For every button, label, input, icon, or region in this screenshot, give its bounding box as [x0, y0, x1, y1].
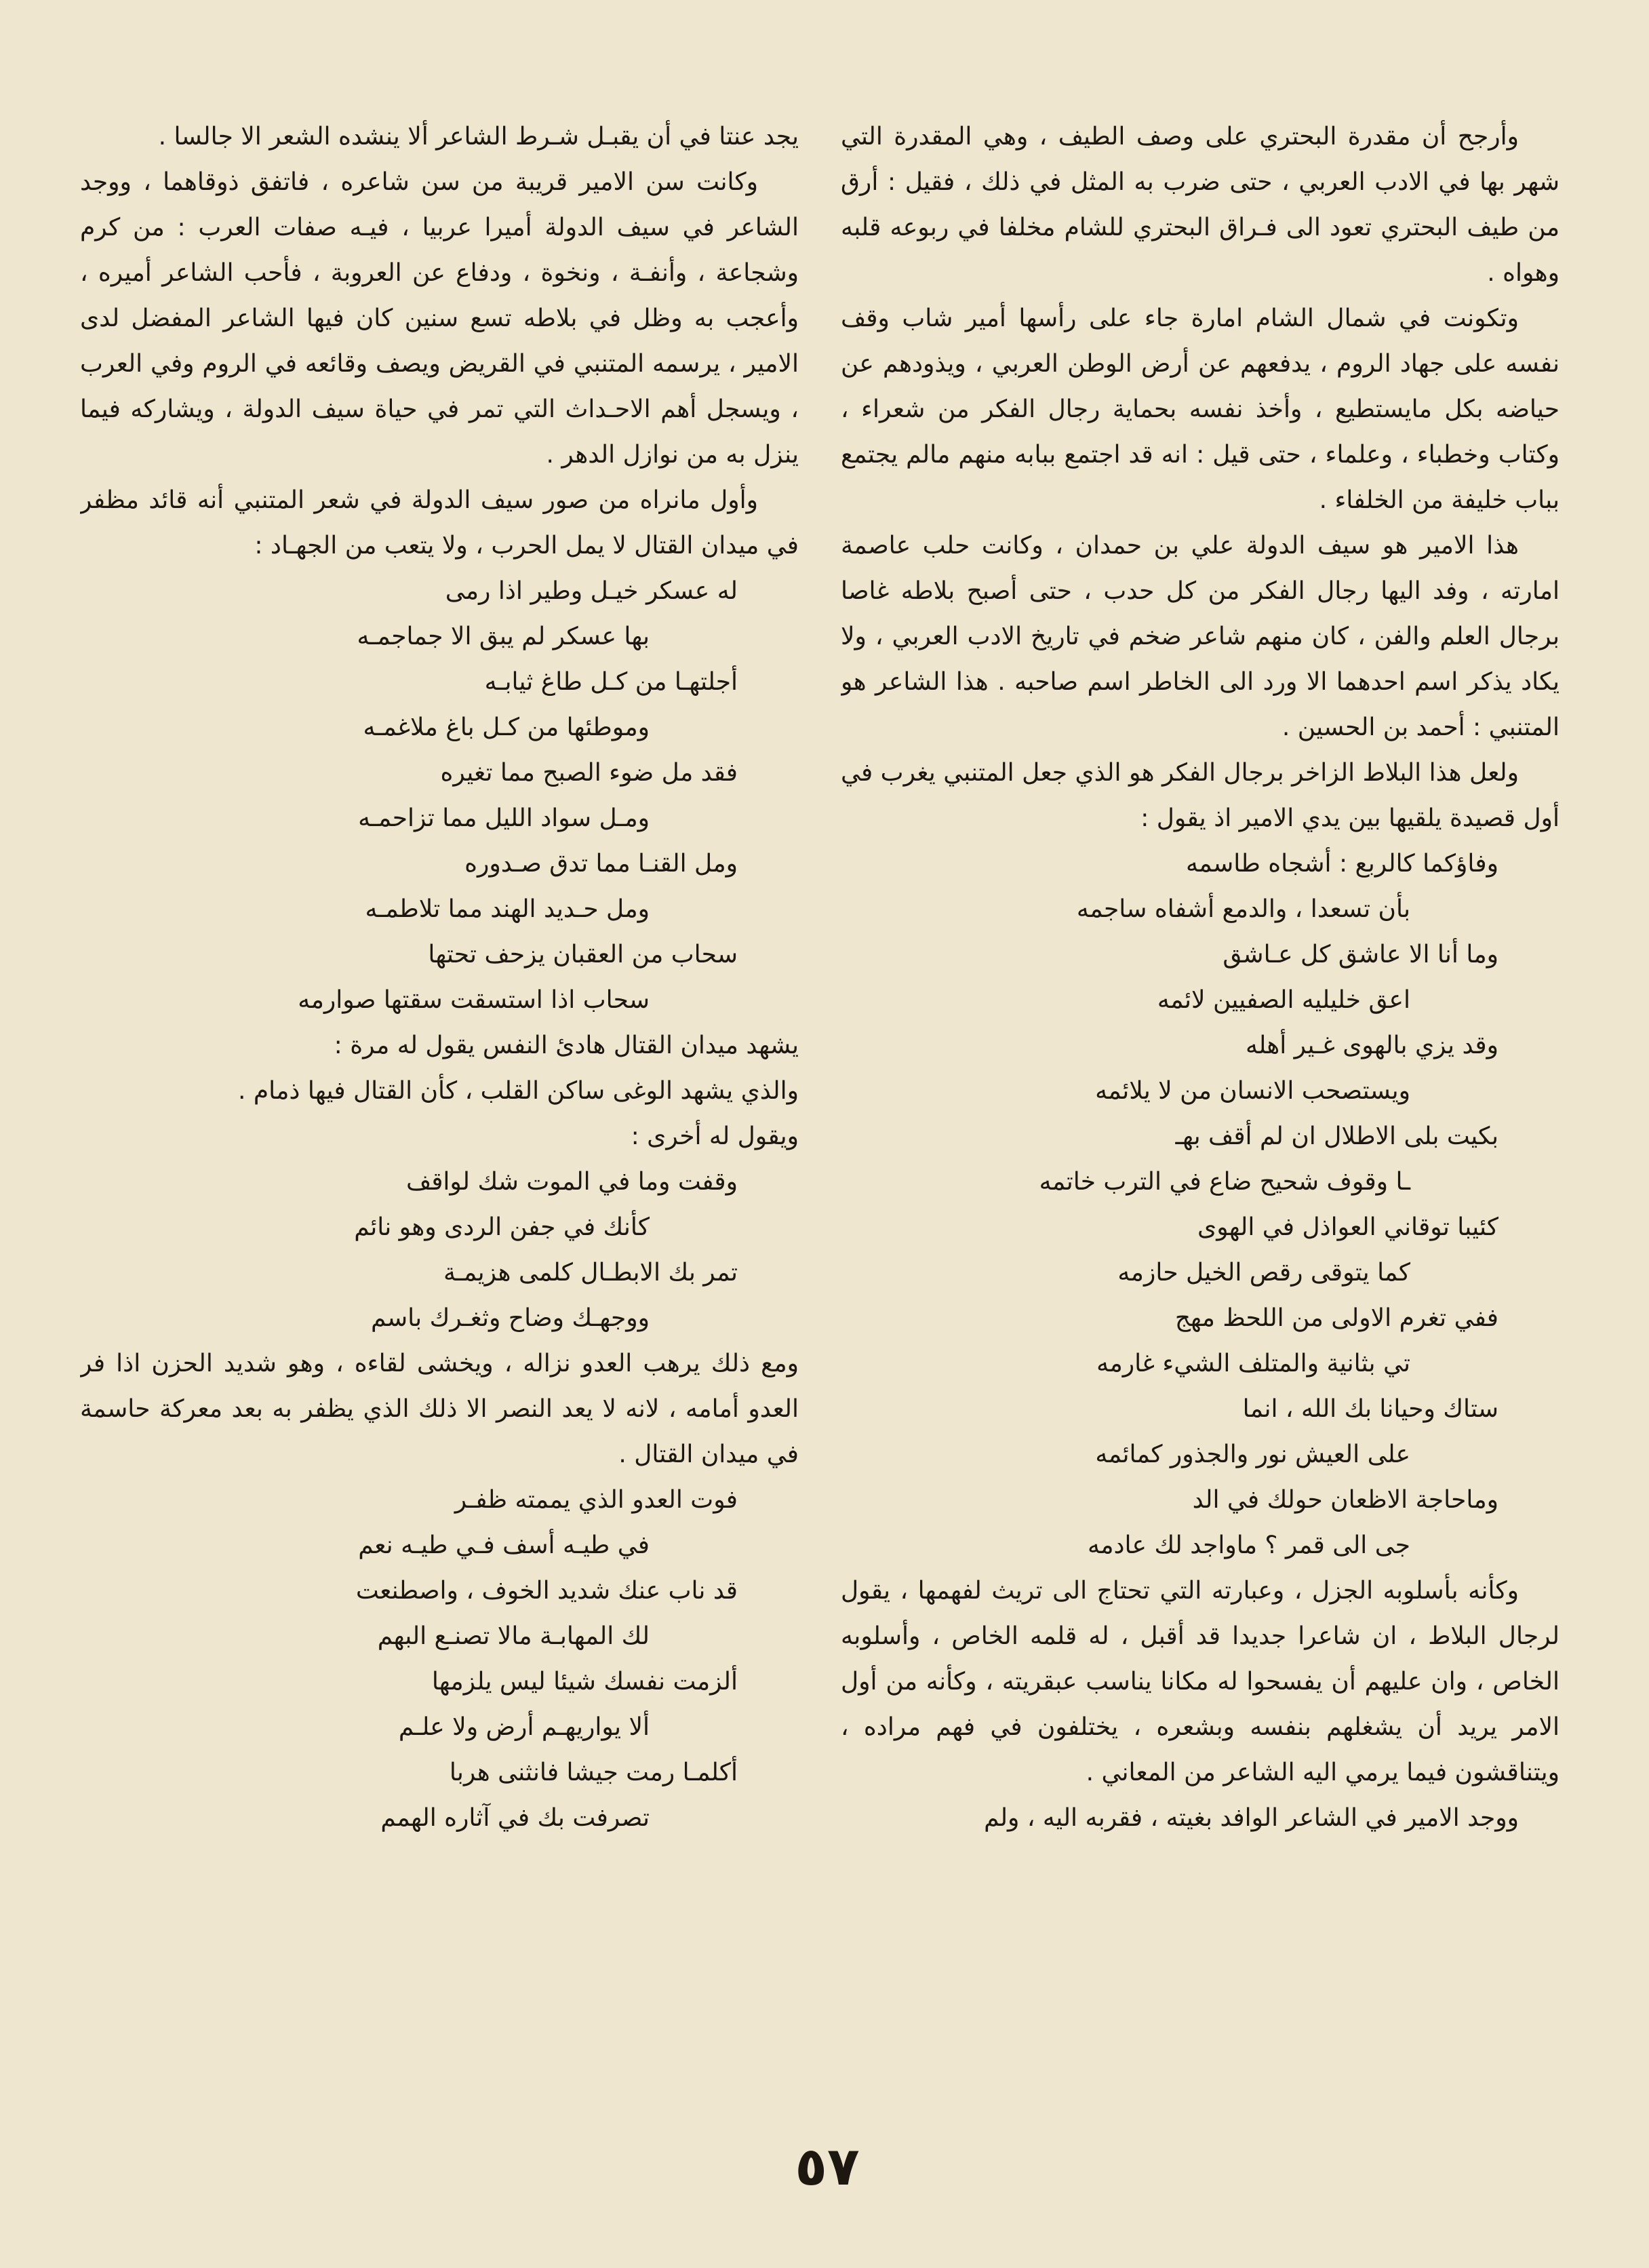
left-column-verse-line: سحاب من العقبان يزحف تحتها	[428, 941, 738, 969]
left-column-verse-line: تمر بك الابطـال كلمى هزيمـة	[443, 1259, 738, 1287]
right-column-verse-line: كما يتوقى رقص الخيل حازمه	[1117, 1259, 1410, 1287]
right-column-paragraph: وكأنه بأسلوبه الجزل ، وعبارته التي تحتاج الى تريث لفهمها ، يقول لرجال البلاط ، ان شاعرا جديدا قد أقبل ، له قلمه الخاص ، وأسلوبه الخاص ، وان عليهم أن يفسحوا له مكانا يناسب عبقريته ، وكأنه من أول الامر يريد أن يشغلهم بنفسه وبشعره ، يختلفون في فهم مراده ، ويتناقشون فيما يرمي اليه الشاعر من المعاني .	[841, 1577, 1559, 1786]
left-column-verse-line: في طيـه أسف فـي طيـه نعم	[358, 1531, 650, 1559]
left-column-paragraph: والذي يشهد الوغى ساكن القلب ، كأن القتال فيها ذمام .	[238, 1077, 799, 1105]
left-column-verse-line: وموطئها من كـل باغ ملاغمـه	[363, 713, 650, 741]
left-column-verse-line: ووجهـك وضاح وثغـرك باسم	[371, 1304, 650, 1332]
left-column-verse-line: ألزمت نفسك شيئا ليس يلزمها	[431, 1668, 738, 1696]
right-column-paragraph: هذا الامير هو سيف الدولة علي بن حمدان ، وكانت حلب عاصمة امارته ، وفد اليها رجال الفكر من كل حدب ، حتى أصبح بلاطه غاصا برجال العلم والفن ، كان منهم شاعر ضخم في تاريخ الادب العربي ، ولا يكاد يذكر اسم احدهما الا ورد الى الخاطر اسم صاحبه . هذا الشاعر هو المتنبي : أحمد بن الحسين .	[841, 532, 1559, 741]
right-column-paragraph: ووجد الامير في الشاعر الوافد بغيته ، فقربه اليه ، ولم	[984, 1804, 1519, 1832]
left-column-verse-line: ومل القنـا مما تدق صـدوره	[464, 850, 738, 878]
left-column-verse-line: وقفت وما في الموت شك لواقف	[405, 1168, 738, 1196]
left-column-verse-line: ألا يواريهـم أرض ولا علـم	[398, 1713, 650, 1741]
left-column-verse-line: أجلتهـا من كـل طاغ ثيابـه	[484, 668, 738, 696]
right-column-verse-line: وما أنا الا عاشق كل عـاشق	[1223, 941, 1498, 969]
left-column-paragraph: يجد عنتا في أن يقبـل شـرط الشاعر ألا ينشده الشعر الا جالسا .	[158, 123, 799, 151]
left-text-column	[80, 114, 799, 2115]
right-column-verse-line: وفاؤكما كالربع : أشجاه طاسمه	[1185, 850, 1498, 878]
right-column-paragraph: وأرجح أن مقدرة البحتري على وصف الطيف ، وهي المقدرة التي شهر بها في الادب العربي ، حتى ضرب به المثل في ذلك ، فقيل : أرق من طيف البحتري تعود الى فـراق البحتري للشام مخلفا في ربوعه قلبه وهواه .	[841, 123, 1559, 287]
left-column-paragraph: ويقول له أخرى :	[631, 1122, 799, 1150]
right-column-verse-line: وماحاجة الاظعان حولك في الد	[1192, 1486, 1498, 1514]
right-column-verse-line: ستاك وحيانا بك الله ، انما	[1242, 1395, 1498, 1423]
left-column-verse-line: فقد مل ضوء الصبح مما تغيره	[440, 759, 738, 787]
left-column-paragraph: ومع ذلك يرهب العدو نزاله ، ويخشى لقاءه ، وهو شديد الحزن اذا فر العدو أمامه ، لانه لا يعد النصر الا ذلك الذي يظفر به بعد معركة حاسمة في ميدان القتال .	[80, 1350, 799, 1468]
page-number: ٥٧	[795, 2136, 860, 2197]
right-column-verse-line: جى الى قمر ؟ ماواجد لك عادمه	[1087, 1531, 1410, 1559]
right-column-paragraph: وتكونت في شمال الشام امارة جاء على رأسها أمير شاب وقف نفسه على جهاد الروم ، يدفعهم عن أرض الوطن العربي ، ويذودهم عن حياضه بكل مايستطيع ، وأخذ نفسه بحماية رجال الفكر من شعراء ، وكتاب وخطباء ، وعلماء ، حتى قيل : انه قد اجتمع ببابه منهم مالم يجتمع بباب خليفة من الخلفاء .	[841, 305, 1559, 514]
right-column-paragraph: ولعل هذا البلاط الزاخر برجال الفكر هو الذي جعل المتنبي يغرب في أول قصيدة يلقيها بين يدي الامير اذ يقول :	[841, 759, 1559, 832]
left-column-verse-line: أكلمـا رمت جيشا فانثنى هربا	[449, 1759, 738, 1786]
left-column-paragraph: وكانت سن الامير قريبة من سن شاعره ، فاتفق ذوقاهما ، ووجد الشاعر في سيف الدولة أميرا عربيا ، فيـه صفات العرب : من كرم وشجاعة ، وأنفـة ، ونخوة ، ودفاع عن العروبة ، فأحب الشاعر أميره ، وأعجب به وظل في بلاطه تسع سنين كان فيها الشاعر المفضل لدى الامير ، يرسمه المتنبي في القريض ويصف وقائعه في الروم وفي العرب ، ويسجل أهم الاحـداث التي تمر في حياة سيف الدولة ، ويشاركه فيما ينزل به من نوازل الدهر .	[80, 168, 799, 469]
left-column-verse-line: بها عسكر لم يبق الا جماجمـه	[357, 623, 650, 650]
right-column-verse-line: ففي تغرم الاولى من اللحظ مهج	[1174, 1304, 1498, 1332]
right-column-verse-line: بأن تسعدا ، والدمع أشفاه ساجمه	[1076, 895, 1410, 923]
left-column-verse-line: تصرفت بك في آثاره الهمم	[380, 1804, 650, 1832]
right-column-verse-line: بكيت بلى الاطلال ان لم أقف بهـ	[1175, 1122, 1498, 1150]
left-column-verse-line: له عسكر خيـل وطير اذا رمى	[445, 577, 738, 605]
left-column-verse-line: ومل حـديد الهند مما تلاطمـه	[365, 895, 650, 923]
left-column-verse-line: قد ناب عنك شديد الخوف ، واصطنعت	[355, 1577, 738, 1605]
left-column-verse-line: كأنك في جفن الردى وهو نائم	[354, 1213, 650, 1241]
left-column-verse-line: سحاب اذا استسقت سقتها صوارمه	[298, 986, 650, 1014]
right-text-column	[841, 114, 1559, 2115]
right-column-verse-line: تي بثانية والمتلف الشيء غارمه	[1096, 1350, 1410, 1377]
right-column-verse-line: ويستصحب الانسان من لا يلائمه	[1095, 1077, 1410, 1105]
right-column-verse-line: كئيبا توقاني العواذل في الهوى	[1197, 1213, 1498, 1241]
left-column-paragraph: وأول مانراه من صور سيف الدولة في شعر المتنبي أنه قائد مظفر في ميدان القتال لا يمل الحرب ، ولا يتعب من الجهـاد :	[80, 486, 799, 560]
right-column-verse-line: وقد يزي بالهوى غـير أهله	[1246, 1032, 1498, 1059]
right-column-verse-line: ـا وقوف شحيح ضاع في الترب خاتمه	[1039, 1168, 1410, 1196]
left-column-verse-line: فوت العدو الذي يممته ظفـر	[454, 1486, 738, 1514]
left-column-verse-line: ومـل سواد الليل مما تزاحمـه	[358, 804, 650, 832]
left-column-paragraph: يشهد ميدان القتال هادئ النفس يقول له مرة :	[334, 1032, 799, 1059]
right-column-verse-line: على العيش نور والجذور كمائمه	[1095, 1441, 1410, 1468]
left-column-verse-line: لك المهابـة مالا تصنـع البهم	[377, 1622, 650, 1650]
right-column-verse-line: اعق خليليه الصفيين لائمه	[1157, 986, 1410, 1014]
